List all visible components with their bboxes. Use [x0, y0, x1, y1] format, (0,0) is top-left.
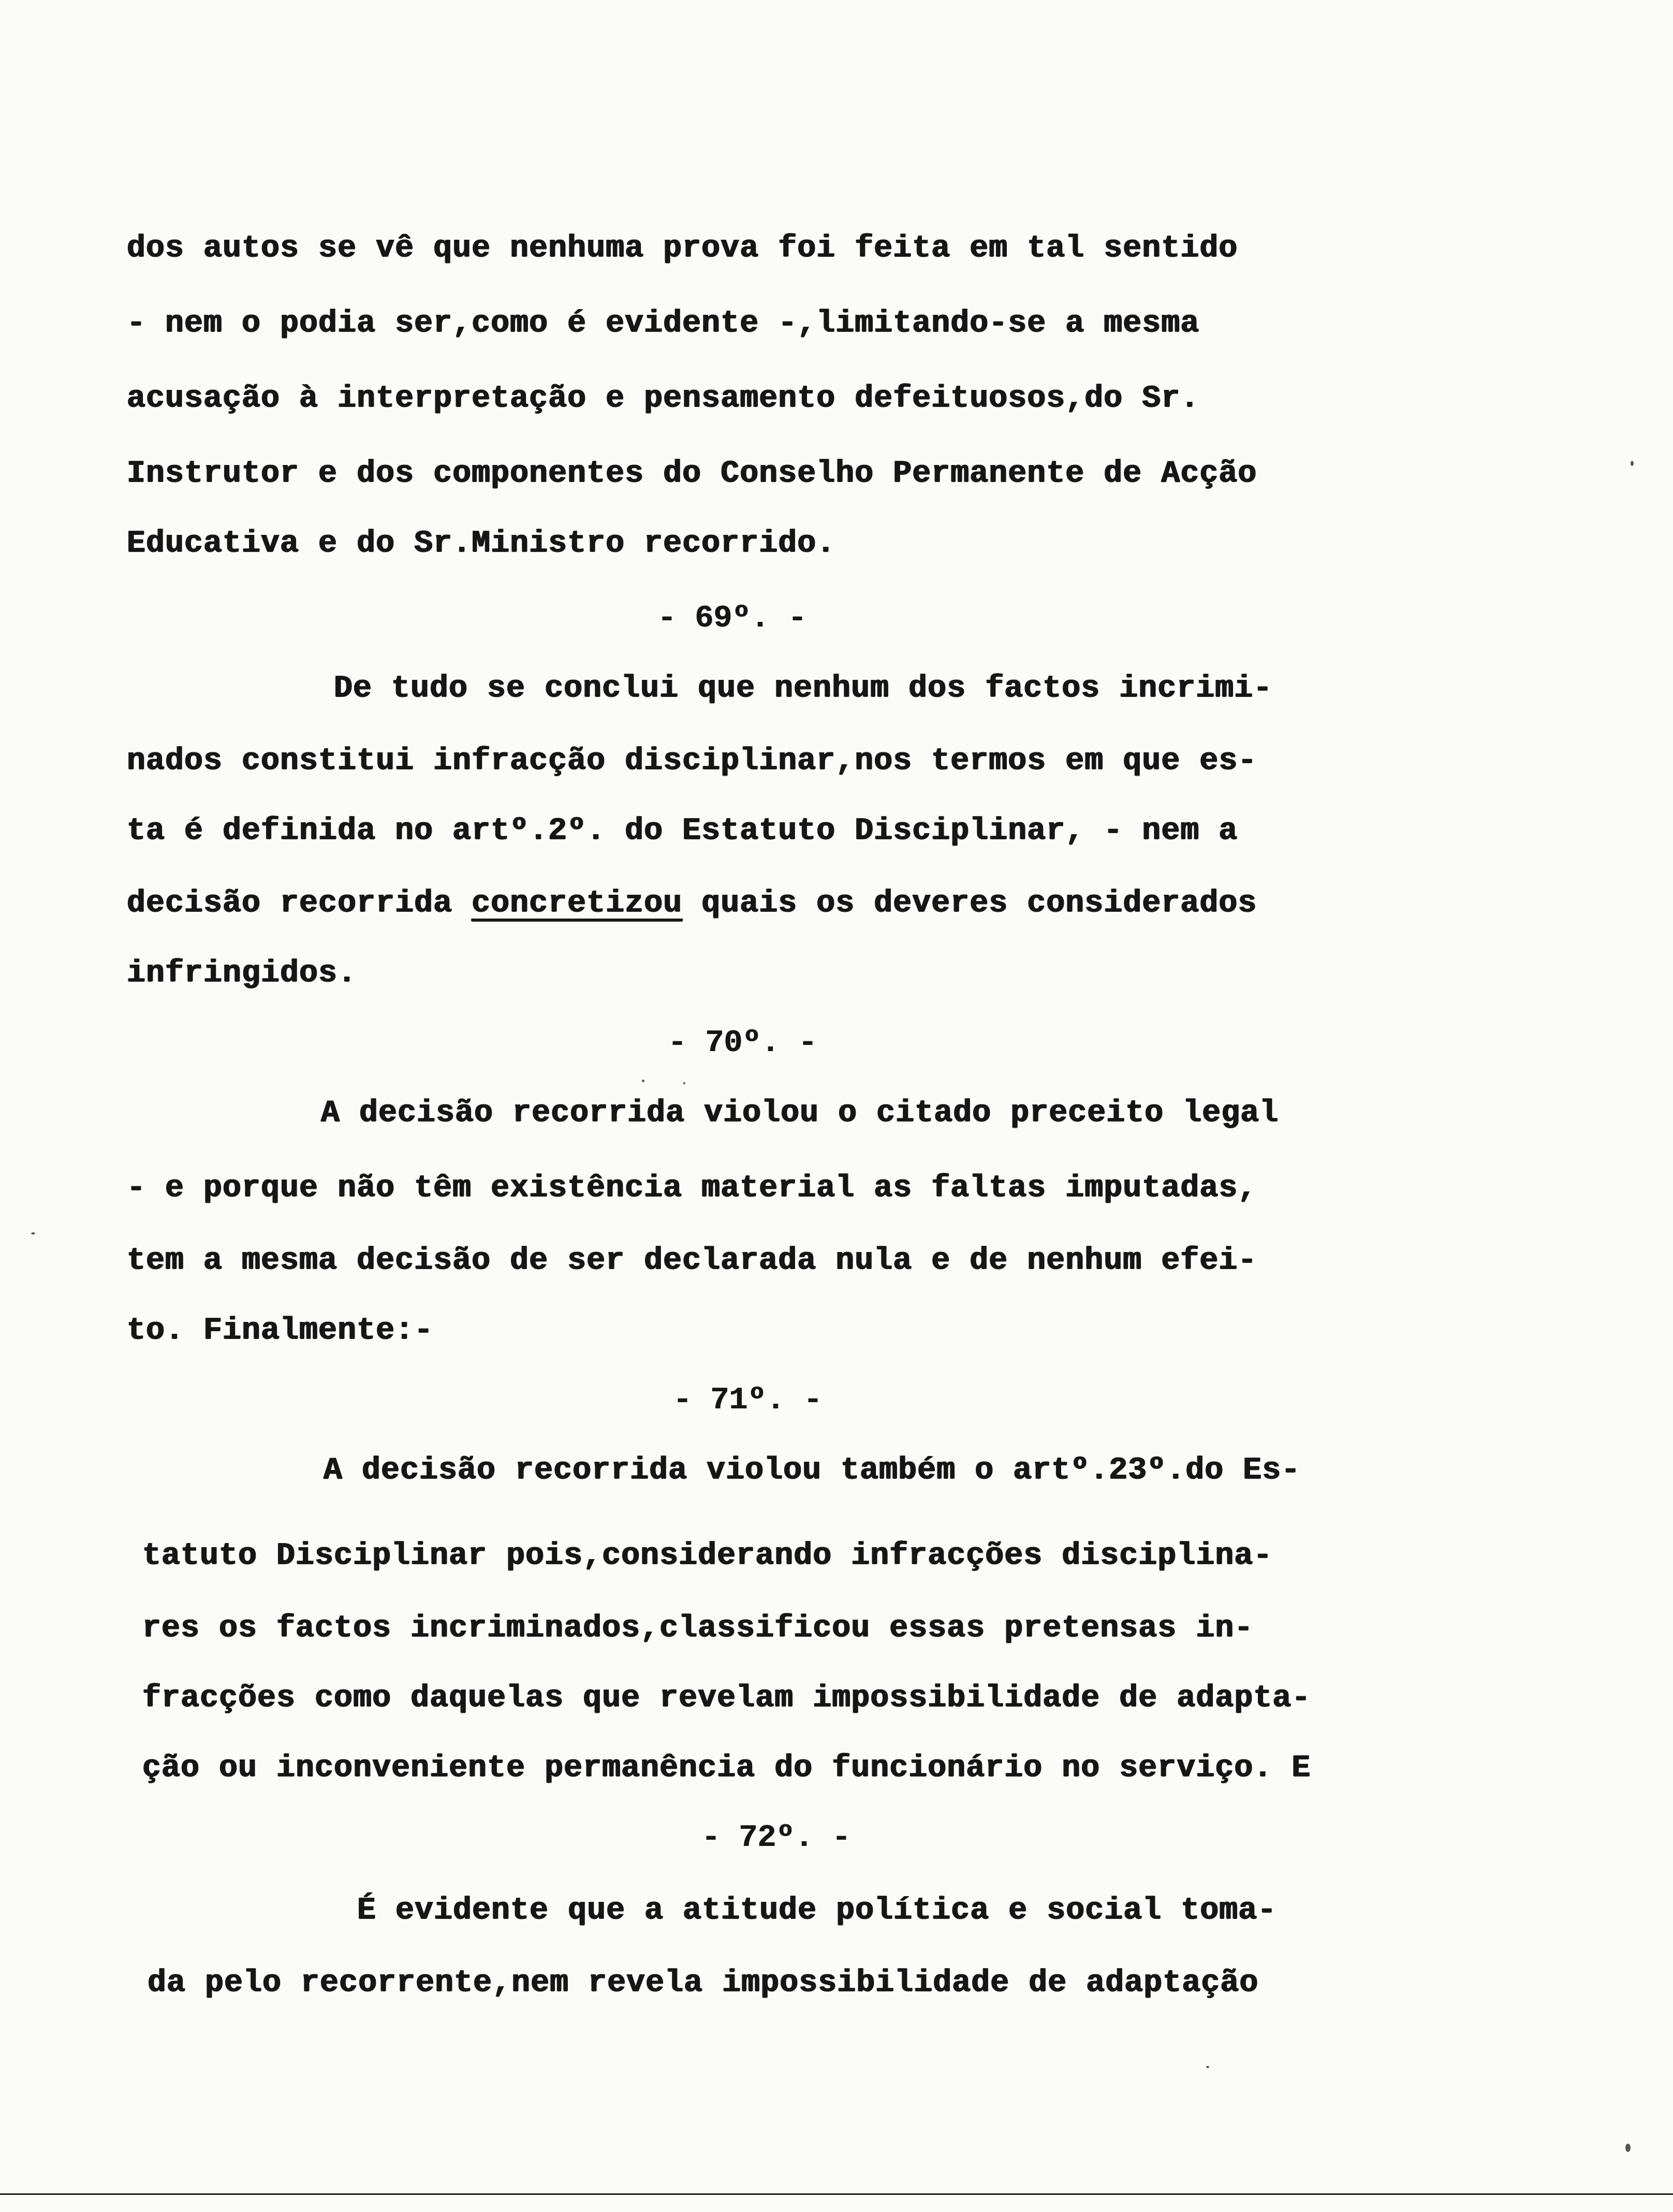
scan-speck: [1625, 2144, 1631, 2152]
section-heading-72: - 72º. -: [701, 1821, 851, 1856]
line-text: decisão recorrida: [127, 886, 472, 921]
section-heading-69: - 69º. -: [657, 601, 807, 636]
body-line: to. Finalmente:-: [127, 1313, 434, 1348]
section-heading-71: - 71º. -: [673, 1383, 823, 1418]
body-line: Instrutor e dos componentes do Conselho Permanente de Acção: [127, 456, 1257, 491]
body-line: tem a mesma decisão de ser declarada nula e de nenhum efei-: [127, 1243, 1257, 1278]
body-line: - e porque não têm existência material as faltas imputadas,: [127, 1171, 1257, 1206]
body-line: res os factos incriminados,classificou essas pretensas in-: [142, 1611, 1254, 1646]
body-line: A decisão recorrida violou o citado preceito legal: [321, 1096, 1279, 1131]
section-heading-70: - 70º. -: [668, 1026, 817, 1061]
body-line: Educativa e do Sr.Ministro recorrido.: [127, 526, 836, 561]
scan-speck: [1631, 461, 1634, 466]
body-line: ta é definida no artº.2º. do Estatuto Disciplinar, - nem a: [127, 813, 1238, 849]
body-line: infringidos.: [127, 956, 357, 991]
body-line: É evidente que a atitude política e social toma-: [357, 1893, 1277, 1928]
body-line: da pelo recorrente,nem revela impossibilidade de adaptação: [148, 1966, 1259, 2001]
underlined-word: concretizou: [472, 886, 683, 921]
line-text: quais os deveres considerados: [682, 886, 1257, 921]
body-line: fracções como daquelas que revelam impossibilidade de adapta-: [142, 1681, 1311, 1716]
body-line: tatuto Disciplinar pois,considerando infracções disciplina-: [142, 1538, 1273, 1574]
body-line: acusação à interpretação e pensamento defeituosos,do Sr.: [127, 381, 1200, 416]
body-line: nados constitui infracção disciplinar,nos termos em que es-: [127, 744, 1257, 779]
page-bottom-edge: [0, 2193, 1673, 2195]
scan-speck: [642, 1080, 644, 1082]
scan-speck: [683, 1082, 685, 1084]
body-line: ção ou inconveniente permanência do funcionário no serviço. E: [142, 1751, 1311, 1786]
scan-speck: [1206, 2066, 1209, 2068]
body-line: De tudo se conclui que nenhum dos factos incrimi-: [334, 671, 1273, 706]
body-line: A decisão recorrida violou também o artº.23º.do Es-: [324, 1453, 1301, 1488]
scan-speck: [31, 1232, 35, 1234]
body-line: dos autos se vê que nenhuma prova foi feita em tal sentido: [127, 231, 1238, 266]
body-line: - nem o podia ser,como é evidente -,limitando-se a mesma: [127, 306, 1200, 341]
body-line: [127, 883, 1257, 924]
